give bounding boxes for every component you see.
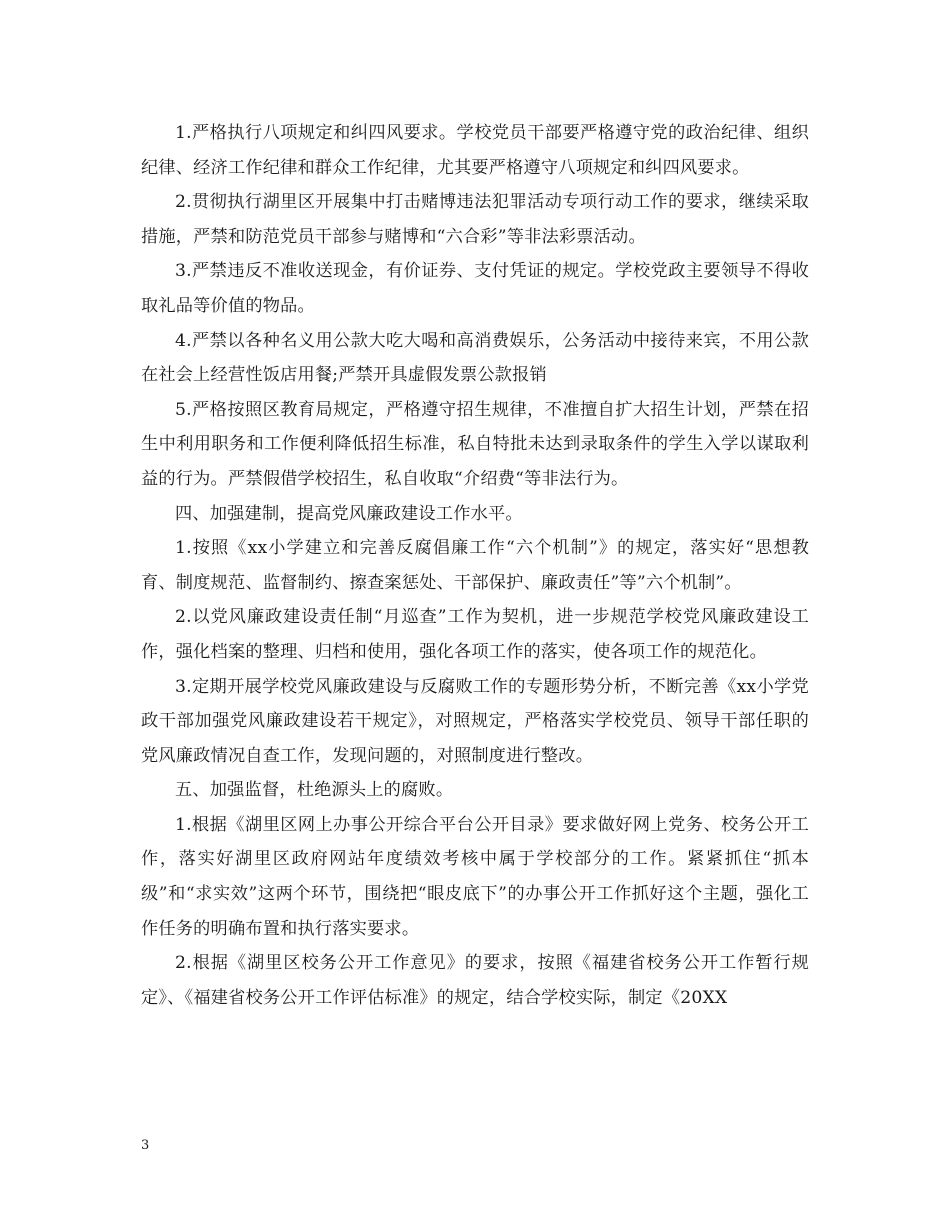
section-heading-4: 四、加强建制，提高党风廉政建设工作水平。 — [175, 503, 523, 524]
paragraph-12: 2.根据《湖里区校务公开工作意见》的要求，按照《福建省校务公开工作暂行规定》、《福建省校务公开工作评估标准》的规定，结合学校实际，制定《20XX — [141, 953, 809, 1008]
paragraph-5: 5.严格按照区教育局规定，严格遵守招生规律，不准擅自扩大招生计划，严禁在招生中利用职务和工作便利降低招生标准，私自特批未达到录取条件的学生入学以谋取利益的行为。严禁假借学校招生，私自收取“介绍费“等非法行为。 — [141, 399, 809, 489]
section-heading-5: 五、加强监督，杜绝源头上的腐败。 — [175, 780, 454, 801]
document-body — [141, 116, 809, 1015]
paragraph-1: 1.严格执行八项规定和纠四风要求。学校党员干部要严格遵守党的政治纪律、组织纪律、经济工作纪律和群众工作纪律，尤其要严格遵守八项规定和纠四风要求。 — [141, 123, 809, 178]
paragraph-11: 1.根据《湖里区网上办事公开综合平台公开目录》要求做好网上党务、校务公开工作，落实好湖里区政府网站年度绩效考核中属于学校部分的工作。紧紧抓住“抓本级”和“求实效”这两个环节，围绕把“眼皮底下”的办事公开工作抓好这个主题，强化工作任务的明确布置和执行落实要求。 — [141, 814, 809, 939]
page-number: 3 — [141, 1138, 150, 1153]
paragraph-9: 3.定期开展学校党风廉政建设与反腐败工作的专题形势分析，不断完善《xx小学党政干部加强党风廉政建设若干规定》，对照规定，严格落实学校党员、领导干部任职的党风廉政情况自查工作，发现问题的，对照制度进行整改。 — [141, 676, 809, 766]
paragraph-2: 2.贯彻执行湖里区开展集中打击赌博违法犯罪活动专项行动工作的要求，继续采取措施，严禁和防范党员干部参与赌博和“六合彩”等非法彩票活动。 — [141, 192, 809, 247]
paragraph-4: 4.严禁以各种名义用公款大吃大喝和高消费娱乐，公务活动中接待来宾，不用公款在社会上经营性饭店用餐;严禁开具虚假发票公款报销 — [141, 330, 809, 386]
paragraph-8: 2.以党风廉政建设责任制“月巡查”工作为契机，进一步规范学校党风廉政建设工作，强化档案的整理、归档和使用，强化各项工作的落实，使各项工作的规范化。 — [141, 607, 809, 662]
paragraph-7: 1.按照《xx小学建立和完善反腐倡廉工作“六个机制”》的规定，落实好“思想教育、制度规范、监督制约、擦查案惩处、干部保护、廉政责任”等”六个机制”。 — [141, 538, 809, 593]
paragraph-3: 3.严禁违反不准收送现金，有价证券、支付凭证的规定。学校党政主要领导不得收取礼品等价值的物品。 — [141, 261, 809, 316]
